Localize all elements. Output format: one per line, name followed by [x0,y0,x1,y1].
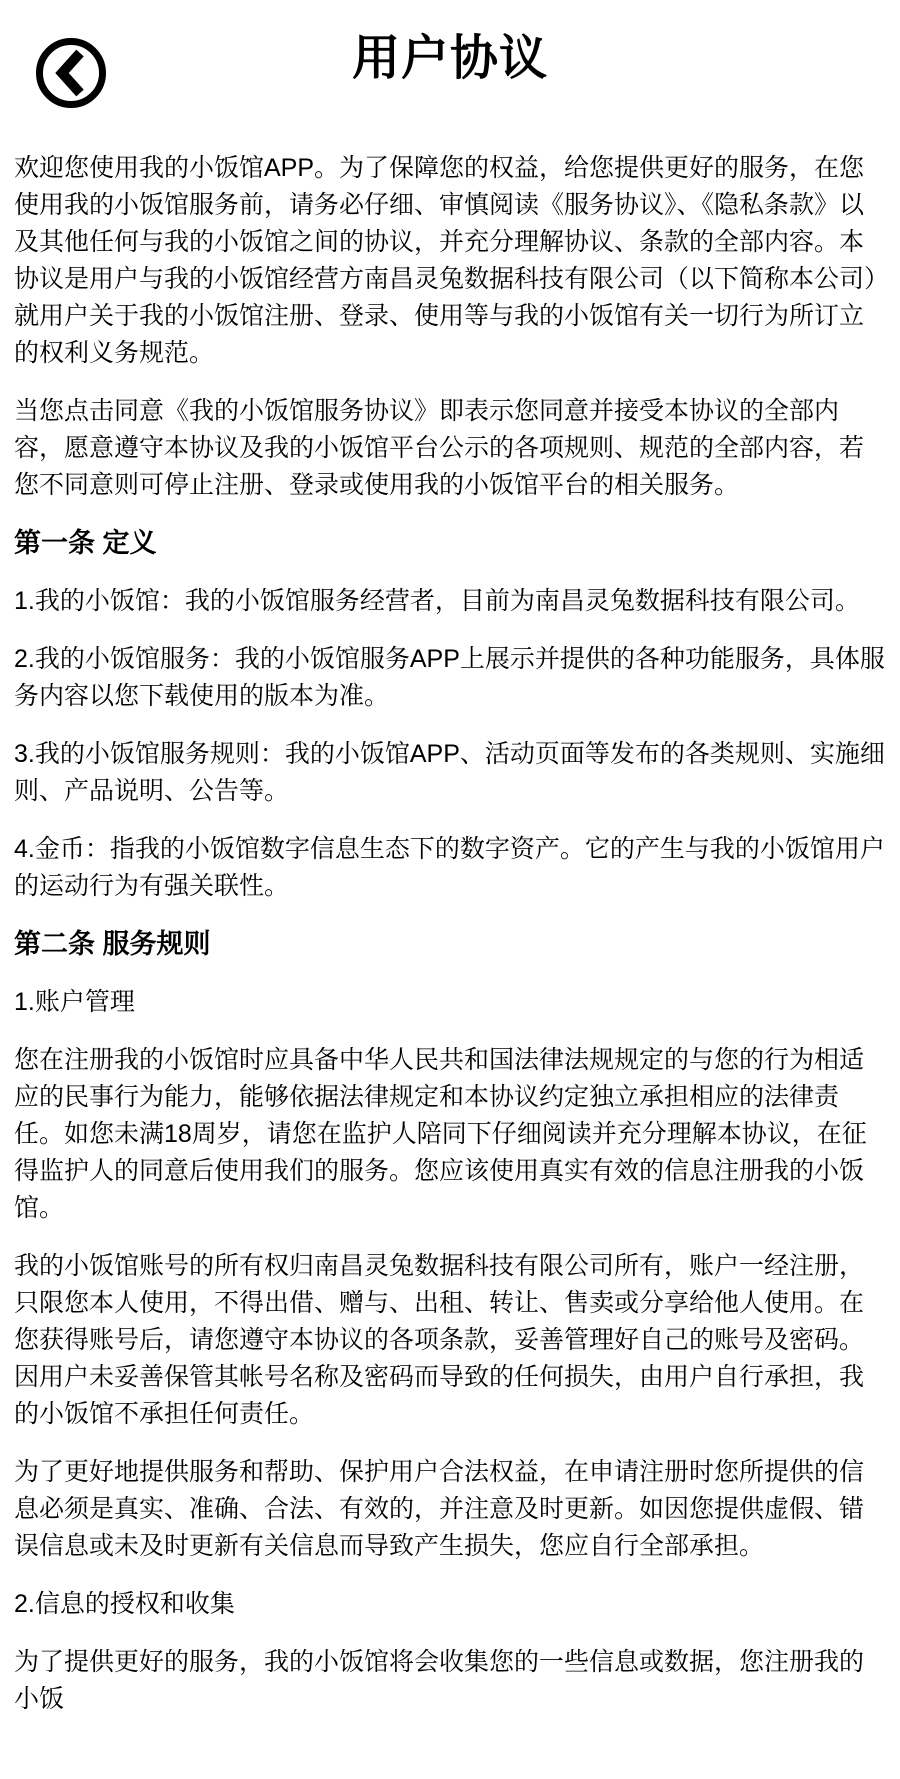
paragraph: 1.我的小饭馆：我的小饭馆服务经营者，目前为南昌灵兔数据科技有限公司。 [14,587,860,615]
paragraph: 欢迎您使用我的小饭馆APP。为了保障您的权益，给您提供更好的服务，在您使用我的小饭馆服务前，请务必仔细、审慎阅读《服务协议》、《隐私条款》以及其他任何与我的小饭馆之间的协议，并充分理解协议、条款的全部内容。本协议是用户与我的小饭馆经营方南昌灵兔数据科技有限公司（以下简称本公司）就用户关于我的小饭馆注册、登录、使用等与我的小饭馆有关一切行为所订立的权利义务规范。 [14,154,877,367]
paragraph: 为了更好地提供服务和帮助、保护用户合法权益，在申请注册时您所提供的信息必须是真实、准确、合法、有效的，并注意及时更新。如因您提供虚假、错误信息或未及时更新有关信息而导致产生损失，您应自行全部承担。 [14,1458,865,1560]
paragraph: 当您点击同意《我的小饭馆服务协议》即表示您同意并接受本协议的全部内容，愿意遵守本协议及我的小饭馆平台公示的各项规则、规范的全部内容，若您不同意则可停止注册、登录或使用我的小饭馆平台的相关服务。 [14,397,865,499]
paragraph: 我的小饭馆账号的所有权归南昌灵兔数据科技有限公司所有，账户一经注册，只限您本人使用，不得出借、赠与、出租、转让、售卖或分享给他人使用。在您获得账号后，请您遵守本协议的各项条款，妥善管理好自己的账号及密码。因用户未妥善保管其帐号名称及密码而导致的任何损失，由用户自行承担，我的小饭馆不承担任何责任。 [14,1252,865,1428]
section-heading: 第一条 定义 [14,528,157,558]
paragraph: 为了提供更好的服务，我的小饭馆将会收集您的一些信息或数据，您注册我的小饭 [14,1648,865,1713]
title-bar [0,0,900,129]
paragraph: 1.账户管理 [14,988,135,1016]
section-heading: 第二条 服务规则 [14,929,211,959]
paragraph: 您在注册我的小饭馆时应具备中华人民共和国法律法规规定的与您的行为相适应的民事行为能力，能够依据法律规定和本协议约定独立承担相应的法律责任。如您未满18周岁，请您在监护人陪同下仔细阅读并充分理解本协议，在征得监护人的同意后使用我们的服务。您应该使用真实有效的信息注册我的小饭馆。 [14,1046,867,1222]
paragraph: 4.金币：指我的小饭馆数字信息生态下的数字资产。它的产生与我的小饭馆用户的运动行为有强关联性。 [14,835,885,900]
paragraph: 2.我的小饭馆服务：我的小饭馆服务APP上展示并提供的各种功能服务，具体服务内容以您下载使用的版本为准。 [14,645,885,710]
page-title: 用户协议 [351,32,548,85]
paragraph: 3.我的小饭馆服务规则：我的小饭馆APP、活动页面等发布的各类规则、实施细则、产品说明、公告等。 [14,740,885,805]
agreement-content [0,150,900,1779]
paragraph: 2.信息的授权和收集 [14,1590,235,1618]
